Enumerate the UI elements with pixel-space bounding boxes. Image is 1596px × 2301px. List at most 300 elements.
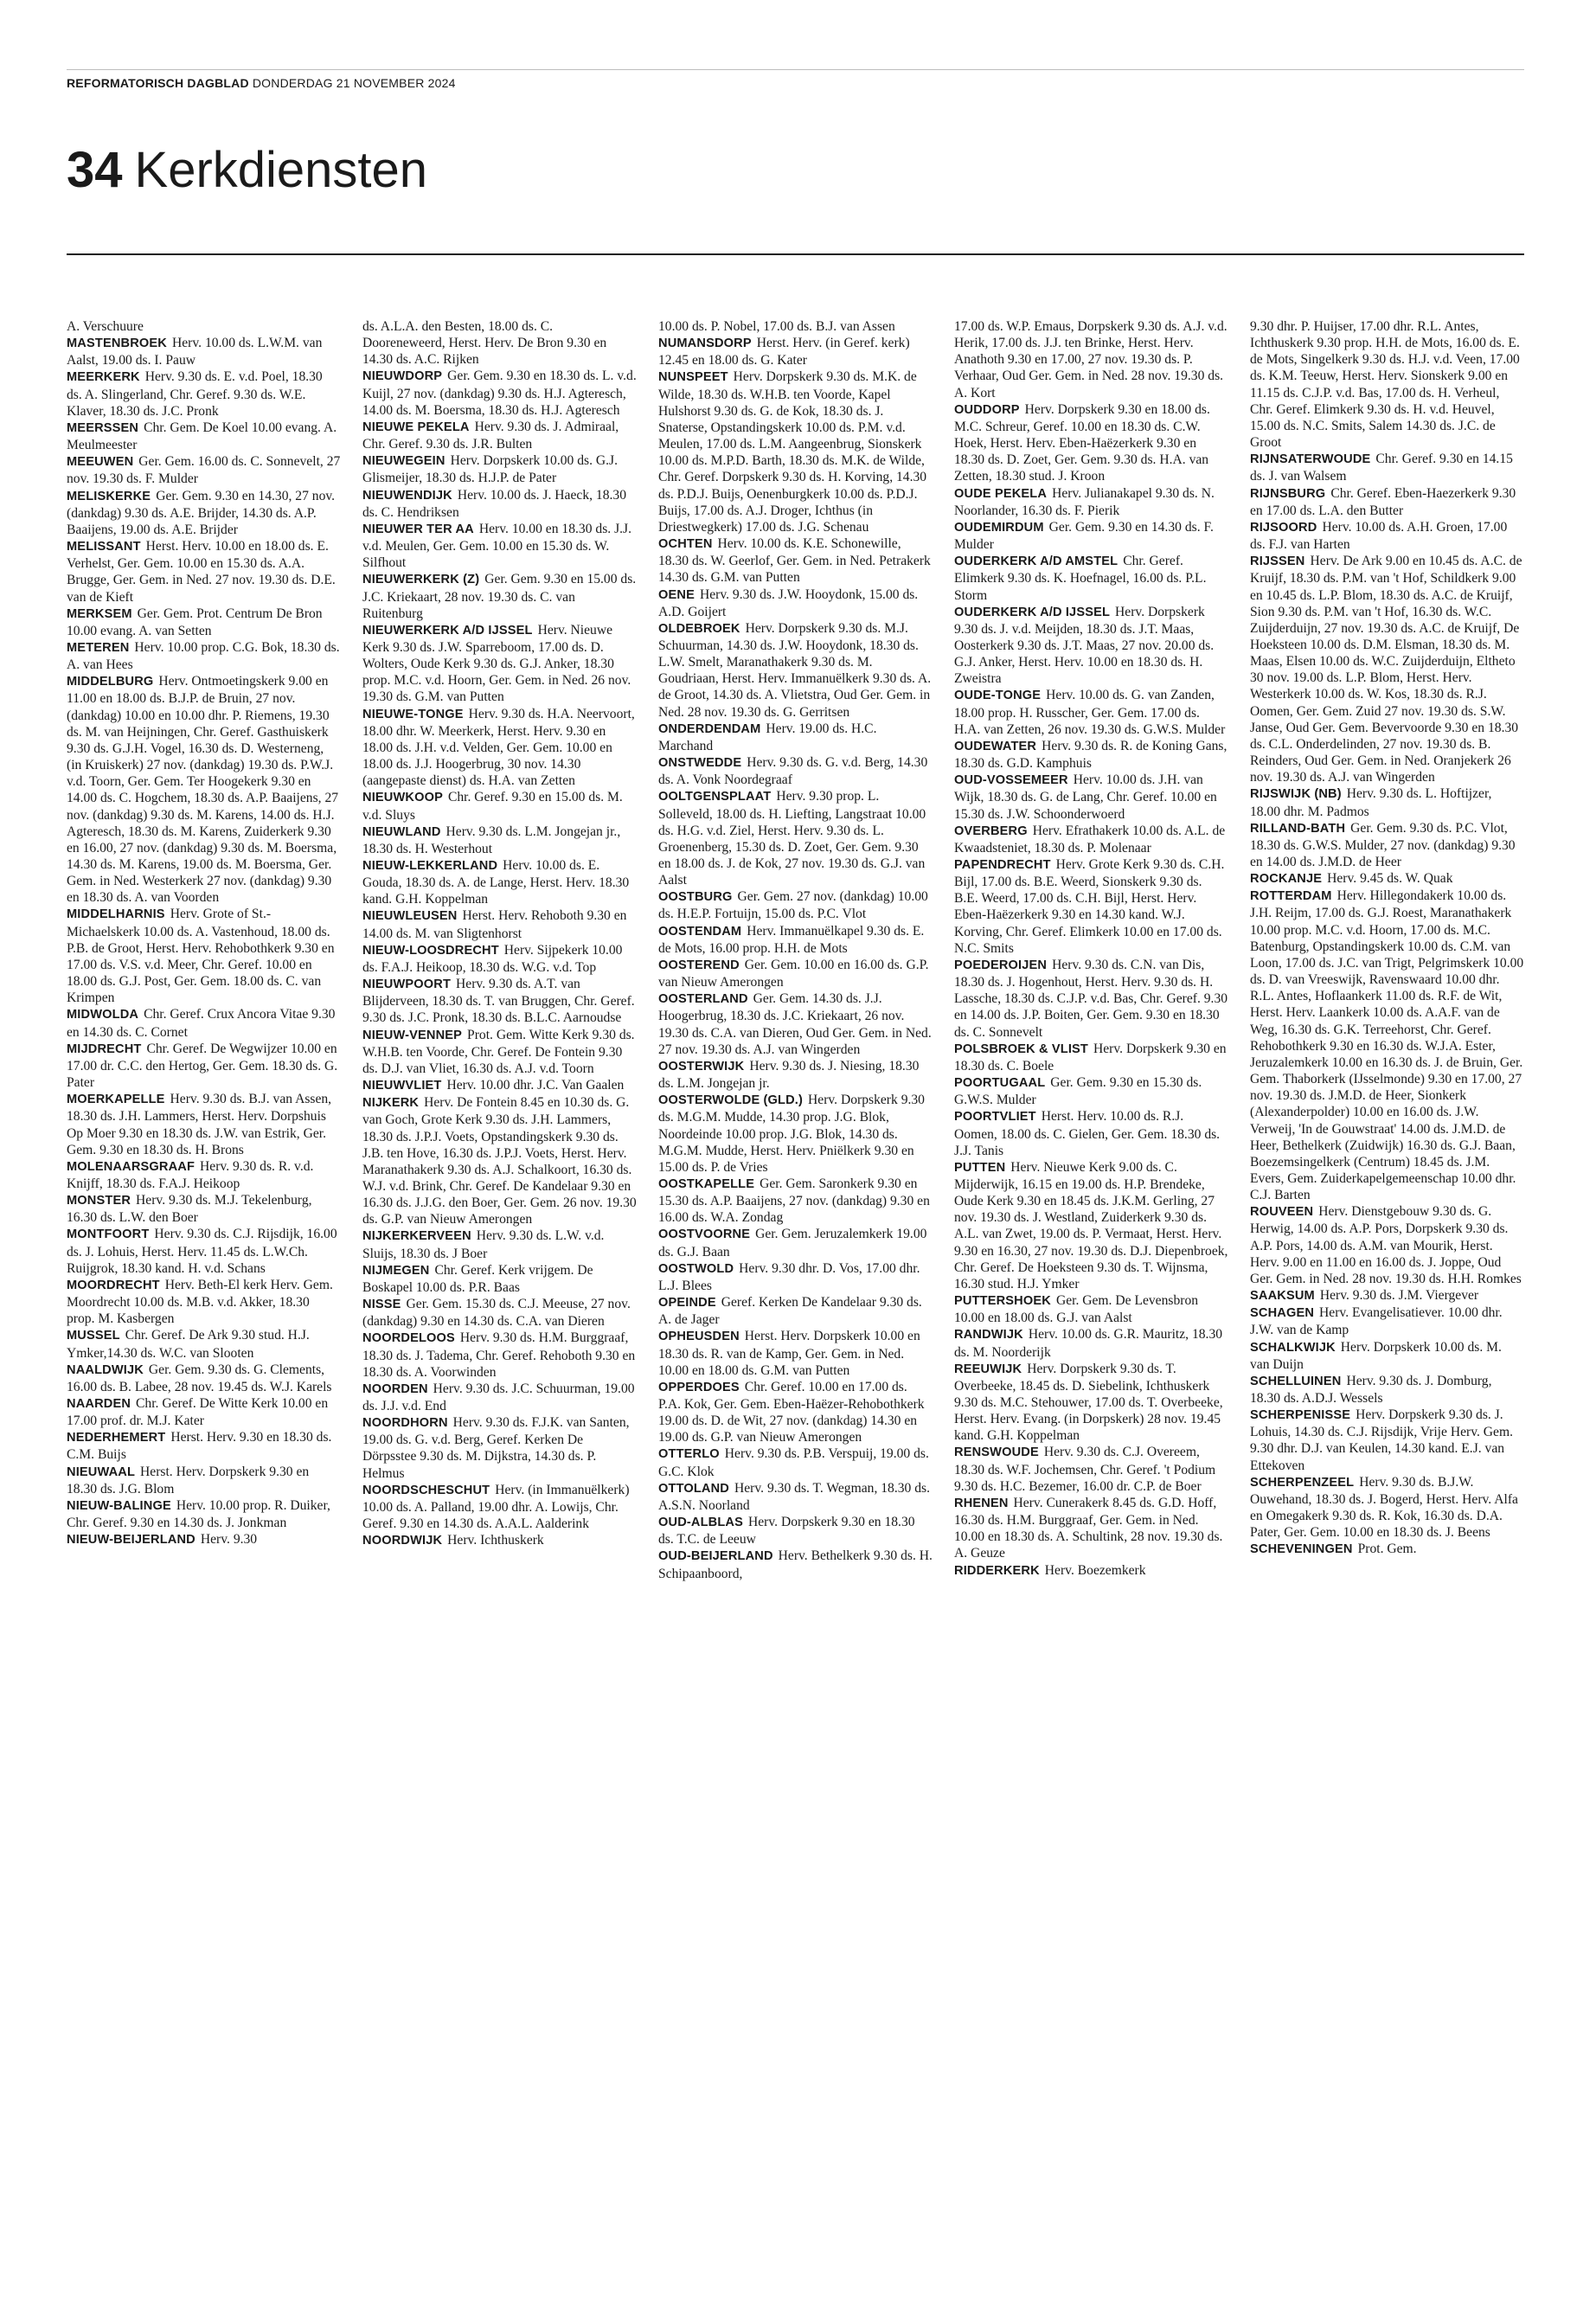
- church-listing: [362, 1482, 637, 1532]
- service-details: Ger. Gem. 9.30 en 14.30 ds. F. Mulder: [954, 519, 1214, 553]
- service-details: Herst. Herv. (in Geref. kerk) 12.45 en 18.00 ds. G. Kater: [658, 336, 910, 369]
- church-listing: [954, 318, 1228, 401]
- service-details: Herv. 10.00 ds. K.E. Schonewille, 18.30 ds. W. Geerlof, Ger. Gem. in Ned. Petrakerk 14.30 ds. G.M. van Putten: [658, 536, 931, 586]
- service-details: Herv. Julianakapel 9.30 ds. N. Noorlander, 16.30 ds. F. Pierik: [954, 485, 1215, 518]
- church-listing: [67, 335, 341, 369]
- church-listing: [362, 824, 637, 857]
- service-details: Herv. 9.30 ds. H.M. Burggraaf, 18.30 ds. J. Tadema, Chr. Geref. Rehoboth 9.30 en 18.30 ds. A. Voorwinden: [362, 1330, 636, 1380]
- service-details: Herv. 9.30 ds. E. v.d. Poel, 18.30 ds. A. Slingerland, Chr. Geref. 9.30 ds. W.E. Klaver, 18.30 ds. J.C. Pronk: [67, 369, 323, 419]
- service-details: Chr. Geref. 9.30 en 14.15 ds. J. van Walsem: [1250, 452, 1513, 484]
- church-listing: [67, 1327, 341, 1361]
- church-listing: [1250, 785, 1524, 819]
- service-details: Ger. Gem. 16.00 ds. C. Sonnevelt, 27 nov. 19.30 ds. F. Mulder: [67, 454, 341, 487]
- service-details: Herv. 9.30 ds. G. v.d. Berg, 14.30 ds. A. Vonk Noordegraaf: [658, 755, 928, 788]
- service-details: Herv. 9.30 ds. M.J. Tekelenburg, 16.30 ds. L.W. den Boer: [67, 1193, 312, 1226]
- place-name: OUD-VOSSEMEER: [954, 773, 1068, 788]
- service-details: Ger. Gem. 27 nov. (dankdag) 10.00 ds. H.E.P. Fortuijn, 15.00 ds. P.C. Vlot: [658, 889, 928, 922]
- place-name: NIEUWLAND: [362, 824, 441, 839]
- column-4: [954, 318, 1228, 2275]
- place-name: MOORDRECHT: [67, 1278, 160, 1292]
- section-name: Kerkdiensten: [134, 142, 428, 198]
- place-name: NIEUW-LOOSDRECHT: [362, 943, 499, 958]
- place-name: OOSTENDAM: [658, 924, 742, 939]
- service-details: Herv. Dorpskerk 9.30 en 18.30 ds. T.C. de Leeuw: [658, 1515, 915, 1548]
- service-details: Herv. 9.30 ds. C.N. van Dis, 18.30 ds. J. Hogenhout, Herst. Herv. 9.30 ds. H. Lassche, 18.30 ds. C.J.P. v.d. Bas, Chr. Geref. 9.30 en 14.00 ds. J.P. Boiten, Ger. Gem. 9.30 en 18.30 ds. C. Sonnevelt: [954, 957, 1228, 1040]
- service-details: Herv. 9.30 ds. P.B. Verspuij, 19.00 ds. G.C. Klok: [658, 1446, 929, 1479]
- church-listing: [1250, 1407, 1524, 1474]
- service-details: Herv. 9.30 ds. J. Domburg, 18.30 ds. A.D.J. Wessels: [1250, 1373, 1492, 1406]
- place-name: NISSE: [362, 1298, 401, 1312]
- church-listing: [1250, 1373, 1524, 1407]
- church-listing: [67, 1464, 341, 1497]
- church-listing: [362, 521, 637, 571]
- issue-date: DONDERDAG 21 NOVEMBER 2024: [252, 76, 456, 90]
- church-listing: [954, 957, 1228, 1041]
- service-details: Herv. Dorpskerk 10.00 ds. M. van Duijn: [1250, 1339, 1502, 1372]
- church-listing: [954, 772, 1228, 822]
- church-listing: [362, 1381, 637, 1414]
- title-rule: [67, 253, 1524, 255]
- column-1: [67, 318, 341, 2275]
- service-details: Chr. Geref. Elimkerk 9.30 ds. K. Hoefnagel, 16.00 ds. P.L. Storm: [954, 554, 1207, 603]
- place-name: OOSTVOORNE: [658, 1227, 751, 1242]
- service-details: Ger. Gem. De Levensbron 10.00 en 18.00 ds. G.J. van Aalst: [954, 1293, 1199, 1326]
- place-name: OUDEWATER: [954, 739, 1037, 753]
- place-name: OOSTKAPELLE: [658, 1176, 755, 1191]
- church-listing: [362, 368, 637, 418]
- service-details: Herv. 9.45 ds. W. Quak: [1327, 871, 1453, 887]
- service-details: Herv. Grote of St.-Michaelskerk 10.00 ds. A. Vastenhoud, 18.00 ds. P.B. de Groot, Herst. Herv. Rehobothkerk 9.30 en 17.00 ds. V.S. v.d. Meer, Chr. Geref. 10.00 en 18.00 ds. G.J. Post, Ger. Gem. 18.00 ds. C. van Krimpen: [67, 907, 335, 1006]
- service-details: Ger. Gem. 15.30 ds. C.J. Meeuse, 27 nov. (dankdag) 9.30 en 14.30 ds. C.A. van Dieren: [362, 1297, 631, 1330]
- church-listing: [67, 1041, 341, 1091]
- church-listing: [658, 990, 933, 1058]
- place-name: ROCKANJE: [1250, 872, 1323, 887]
- place-name: NOORDHORN: [362, 1416, 448, 1431]
- service-details: Ger. Gem. 9.30 en 14.30, 27 nov. (dankdag) 9.30 ds. A.E. Brijder, 14.30 ds. A.P. Baaijens, 19.00 ds. A.E. Brijder: [67, 488, 336, 537]
- service-details: Ger. Gem. 14.30 ds. J.J. Hoogerbrug, 18.30 ds. J.C. Kriekaart, 26 nov. 19.30 ds. C.A. van Dieren, Oud Ger. Gem. in Ned. 27 nov. 19.30 ds. A.J. van Wingerden: [658, 991, 932, 1057]
- service-details: Chr. Geref. 10.00 en 17.00 ds. P.A. Kok, Ger. Gem. Eben-Haëzer-Rehobothkerk 19.00 ds. D. de Wit, 27 nov. (dankdag) 14.30 en 19.00 ds. G.P. van Nieuw Amerongen: [658, 1379, 925, 1445]
- listings-columns: [67, 318, 1524, 2275]
- church-listing: [658, 369, 933, 535]
- church-listing: [658, 1379, 933, 1446]
- church-listing: [362, 1077, 637, 1094]
- church-listing: [67, 369, 341, 419]
- service-details: A. Verschuure: [67, 319, 144, 334]
- church-listing: [67, 318, 341, 335]
- service-details: Ger. Gem. 9.30 en 15.00 ds. J.C. Kriekaart, 28 nov. 19.30 ds. C. van Ruitenburg: [362, 572, 637, 621]
- place-name: OUDERKERK A/D IJSSEL: [954, 605, 1111, 619]
- church-listing: [658, 788, 933, 888]
- church-listing: [658, 620, 933, 721]
- church-listing: [1250, 820, 1524, 870]
- church-listing: [658, 1226, 933, 1259]
- church-listing: [658, 1514, 933, 1548]
- place-name: RIJNSBURG: [1250, 486, 1326, 501]
- service-details: Herv. Efrathakerk 10.00 ds. A.L. de Kwaadsteniet, 18.30 ds. P. Molenaar: [954, 823, 1226, 856]
- service-details: Herv. Immanuëlkapel 9.30 ds. E. de Mots, 16.00 prop. H.H. de Mots: [658, 923, 925, 956]
- place-name: ONSTWEDDE: [658, 756, 742, 771]
- service-details: Herv. Hillegondakerk 10.00 ds. J.H. Reijm, 17.00 ds. G.J. Roest, Maranathakerk 10.00 prop. M.C. v.d. Hoorn, 17.00 ds. M.C. Batenburg, Opstandingskerk 10.00 ds. C.M. van Loon, 17.00 ds. J.C. van Trigt, Pelgrimskerk 10.00 ds. D. van Vreeswijk, Ravenswaard 10.00 dhr. R.L. Antes, Hoflaankerk 11.00 ds. R.F. de Wit, Herst. Herv. Laankerk 10.00 ds. A.A.F. van de Weg, 16.30 ds. G.K. Terreehorst, Chr. Geref. Rehobothkerk 9.30 en 16.30 ds. W.J.A. Ester, Jeruzalemkerk 10.00 en 16.30 ds. J. de Bruin, Ger. Gem. Thaborkerk (IJsselmonde) 9.30 en 17.00, 27 nov. 19.30 ds. J.M.D. de Heer, Sionkerk (Alexanderpolder) 10.00 en 16.00 ds. J.W. Verweij, 'In de Gouwstraat' 14.00 ds. J.M.D. de Heer, Bethelkerk (Zuidwijk) 16.30 ds. G.J. Baan, Boezemsingelkerk (Centrum) 18.45 ds. J.M. Evers, Gem. Zuiderkapelgemeenschap 10.00 dhr. C.J. Barten: [1250, 888, 1524, 1203]
- church-listing: [1250, 1304, 1524, 1338]
- service-details: Ger. Gem. 9.30 ds. P.C. Vlot, 18.30 ds. G.W.S. Mulder, 27 nov. (dankdag) 9.30 en 14.00 ds. J.M.D. de Heer: [1250, 820, 1516, 869]
- church-listing: [954, 856, 1228, 957]
- service-details: Herv. 9.30 ds. L.M. Jongejan jr., 18.30 ds. H. Westerhout: [362, 824, 621, 856]
- place-name: OPEINDE: [658, 1296, 716, 1311]
- place-name: NUMANSDORP: [658, 336, 752, 351]
- place-name: MEERKERK: [67, 370, 140, 385]
- service-details: Herv. 10.00 ds. G. van Zanden, 18.00 prop. H. Russcher, Ger. Gem. 17.00 ds. H.A. van Zetten, 26 nov. 19.30 ds. G.W.S. Mulder: [954, 688, 1226, 737]
- church-listing: [954, 401, 1228, 485]
- church-listing: [67, 420, 341, 453]
- service-details: 10.00 ds. P. Nobel, 17.00 ds. B.J. van Assen: [658, 319, 895, 334]
- church-listing: [1250, 553, 1524, 785]
- place-name: OUDE PEKELA: [954, 486, 1048, 501]
- church-listing: [1250, 1541, 1524, 1558]
- church-listing: [954, 1159, 1228, 1292]
- service-details: Herv. 10.00 ds. E. Gouda, 18.30 ds. A. de Lange, Herst. Herv. 18.30 kand. G.H. Koppelman: [362, 858, 630, 907]
- church-listing: [362, 706, 637, 790]
- church-listing: [658, 535, 933, 586]
- place-name: NIEUWENDIJK: [362, 488, 452, 503]
- column-2: [362, 318, 637, 2275]
- church-listing: [954, 1292, 1228, 1326]
- column-3: [658, 318, 933, 2275]
- place-name: NIEUWER TER AA: [362, 522, 474, 536]
- service-details: Herv. 9.30 ds. B.J.W. Ouwehand, 18.30 ds. J. Bogerd, Herst. Herv. Alfa en Omegakerk 9.30 ds. R. Kok, 16.30 ds. D.A. Pater, Ger. Gem. 10.00 en 18.30 ds. J. Beens: [1250, 1474, 1518, 1541]
- place-name: OOSTERWIJK: [658, 1059, 745, 1074]
- church-listing: [67, 639, 341, 673]
- service-details: Herv. 10.00 ds. L.W.M. van Aalst, 19.00 ds. I. Pauw: [67, 336, 323, 369]
- service-details: Herv. 9.30 prop. L. Solleveld, 18.00 ds. H. Liefting, Langstraat 10.00 ds. H.G. v.d. Ziel, Herst. Herv. 9.30 ds. L. Groenenberg, 15.30 ds. D. Zoet, Ger. Gem. 9.30 en 18.00 ds. J. de Kok, 27 nov. 19.30 ds. G.J. van Aalst: [658, 789, 926, 888]
- church-listing: [1250, 485, 1524, 519]
- church-listing: [67, 1277, 341, 1327]
- place-name: MIDDELHARNIS: [67, 907, 165, 922]
- place-name: OOSTERWOLDE (GLD.): [658, 1093, 804, 1108]
- place-name: PUTTEN: [954, 1160, 1006, 1175]
- page-number: 34: [67, 142, 123, 198]
- service-details: Herv. 10.00 dhr. J.C. Van Gaalen: [446, 1078, 625, 1093]
- service-details: Herv. 9.30: [200, 1532, 258, 1548]
- church-listing: [362, 1532, 637, 1549]
- service-details: Herst. Herv. Dorpskerk 10.00 en 18.30 ds. R. van de Kamp, Ger. Gem. in Ned. 10.00 en 18.00 ds. G.M. van Putten: [658, 1329, 920, 1378]
- place-name: OOSTEREND: [658, 958, 740, 972]
- church-listing: [67, 453, 341, 487]
- church-listing: [954, 823, 1228, 856]
- place-name: PAPENDRECHT: [954, 858, 1051, 872]
- service-details: Herv. Dorpskerk 9.30 ds. T. Overbeeke, 18.45 ds. D. Siebelink, Ichthuskerk 9.30 ds. M.C. Stehouwer, 17.00 ds. T. Overbeeke, Herst. Herv. Evang. (in Dorpskerk) 28 nov. 19.45 kand. G.H. Koppelman: [954, 1361, 1223, 1444]
- service-details: Ger. Gem. Jeruzalemkerk 19.00 ds. G.J. Baan: [658, 1227, 927, 1259]
- place-name: NIEUWLEUSEN: [362, 909, 458, 924]
- service-details: Herv. Dorpskerk 9.30 en 18.30 ds. C. Boele: [954, 1041, 1227, 1074]
- place-name: NIEUWPOORT: [362, 977, 452, 992]
- service-details: Herv. 10.00 prop. R. Duiker, Chr. Geref. 9.30 en 14.30 ds. J. Jonkman: [67, 1497, 330, 1531]
- service-details: Herv. 9.30 ds. J. Admiraal, Chr. Geref. 9.30 ds. J.R. Bulten: [362, 419, 619, 452]
- church-listing: [658, 754, 933, 788]
- place-name: SAAKSUM: [1250, 1289, 1315, 1304]
- church-listing: [1250, 318, 1524, 451]
- service-details: Herv. Nieuwe Kerk 9.30 ds. J.W. Sparreboom, 17.00 ds. D. Wolters, Oude Kerk 9.30 ds. G.J. Anker, 18.30 prop. M.C. v.d. Hoorn, Ger. Gem. in Ned. 26 nov. 19.30 ds. G.M. van Putten: [362, 622, 631, 705]
- church-listing: [67, 1091, 341, 1158]
- church-listing: [1250, 519, 1524, 553]
- place-name: MERKSEM: [67, 606, 132, 621]
- church-listing: [362, 1227, 637, 1261]
- place-name: MIDWOLDA: [67, 1008, 139, 1022]
- church-listing: [658, 957, 933, 990]
- place-name: OTTOLAND: [658, 1481, 729, 1496]
- place-name: NEDERHEMERT: [67, 1431, 166, 1445]
- service-details: Ger. Gem. Saronkerk 9.30 en 15.30 ds. A.P. Baaijens, 27 nov. (dankdag) 9.30 en 16.00 ds. W.A. Zondag: [658, 1176, 930, 1226]
- place-name: OVERBERG: [954, 824, 1028, 838]
- place-name: NOORDWIJK: [362, 1534, 443, 1548]
- church-listing: [362, 1414, 637, 1482]
- church-listing: [954, 1444, 1228, 1494]
- service-details: Herv. 9.30 ds. C.J. Overeem, 18.30 ds. W.F. Jochemsen, Chr. Geref. 't Podium 9.30 ds. H.C. Bezemer, 16.00 dr. C.P. de Boer: [954, 1445, 1216, 1494]
- service-details: Herv. 9.30 dhr. D. Vos, 17.00 dhr. L.J. Blees: [658, 1260, 920, 1293]
- church-listing: [658, 335, 933, 369]
- place-name: OOLTGENSPLAAT: [658, 790, 772, 804]
- place-name: OUDERKERK A/D AMSTEL: [954, 554, 1118, 569]
- place-name: RANDWIJK: [954, 1328, 1023, 1343]
- church-listing: [1250, 870, 1524, 888]
- place-name: NIJKERK: [362, 1096, 420, 1111]
- service-details: Herv. Evangelisatiever. 10.00 dhr. J.W. van de Kamp: [1250, 1305, 1503, 1338]
- service-details: Herv. Dorpskerk 9.30 ds. M.G.M. Mudde, 14.30 prop. J.G. Blok, Noordeinde 10.00 prop. J.G. Blok, 14.30 ds. M.G.M. Mudde, Herst. Herv. Pniëlkerk 9.30 en 15.00 ds. P. de Vries: [658, 1093, 925, 1175]
- service-details: Herv. 9.30 ds. H.A. Neervoort, 18.00 dhr. W. Meerkerk, Herst. Herv. 9.30 en 18.00 ds. J.H. v.d. Velden, Ger. Gem. 10.00 en 18.00 ds. J.J. Hoogerbrug, 30 nov. 14.30 (aangepaste dienst) ds. H.A. van Zetten: [362, 706, 635, 789]
- service-details: Herv. 9.30 ds. T. Wegman, 18.30 ds. A.S.N. Noorland: [658, 1480, 930, 1513]
- service-details: Herv. 9.30 ds. J. Niesing, 18.30 ds. L.M. Jongejan jr.: [658, 1058, 920, 1092]
- church-listing: [1250, 1474, 1524, 1541]
- service-details: Ger. Gem. Prot. Centrum De Bron 10.00 evang. A. van Setten: [67, 606, 323, 638]
- place-name: SCHEVENINGEN: [1250, 1542, 1353, 1557]
- place-name: SCHAGEN: [1250, 1306, 1315, 1321]
- place-name: NIEUW-BALINGE: [67, 1498, 171, 1513]
- service-details: Chr. Geref. Eben-Haezerkerk 9.30 en 17.00 ds. L.A. den Butter: [1250, 485, 1516, 518]
- church-listing: [954, 604, 1228, 688]
- church-listing: [67, 538, 341, 606]
- church-listing: [658, 1328, 933, 1378]
- place-name: NIJMEGEN: [362, 1263, 430, 1278]
- place-name: NIEUWEGEIN: [362, 454, 445, 469]
- place-name: METEREN: [67, 640, 130, 655]
- service-details: Herv. 9.30 ds. B.J. van Assen, 18.30 ds. J.H. Lammers, Herst. Herv. Dorpshuis Op Moer 9.30 en 18.30 ds. J.W. van Estrik, Ger. Gem. 9.30 en 18.30 ds. H. Brons: [67, 1092, 332, 1157]
- church-listing: [67, 1362, 341, 1395]
- service-details: Chr. Geref. De Ark 9.30 stud. H.J. Ymker,14.30 ds. W.C. van Slooten: [67, 1328, 310, 1361]
- place-name: NIEUWDORP: [362, 369, 443, 384]
- place-name: ROTTERDAM: [1250, 889, 1332, 904]
- church-listing: [67, 1158, 341, 1192]
- church-listing: [67, 1531, 341, 1548]
- service-details: Herv. Dorpskerk 9.30 ds. M.J. Schuurman, 14.30 ds. J.W. Hooydonk, 18.30 ds. L.W. Smelt, Maranathakerk 9.30 ds. M. Goudriaan, Herst. Herv. Immanuëlkerk 9.30 ds. A. de Groot, 14.30 ds. A. Vlietstra, Oud Ger. Gem. in Ned. 28 nov. 19.30 ds. G. Gerritsen: [658, 620, 932, 720]
- service-details: 17.00 ds. W.P. Emaus, Dorpskerk 9.30 ds. A.J. v.d. Herik, 17.00 ds. J.J. ten Brinke, Herst. Herv. Anathoth 9.30 en 17.00, 27 nov. 19.30 ds. P. Verhaar, Oud Ger. Gem. in Ned. 28 nov. 19.30 ds. A. Kort: [954, 319, 1227, 401]
- place-name: NOORDSCHESCHUT: [362, 1483, 490, 1497]
- service-details: Herv. 9.30 ds. R. v.d. Knijff, 18.30 ds. F.A.J. Heikoop: [67, 1158, 314, 1191]
- place-name: OLDEBROEK: [658, 621, 740, 636]
- church-listing: [67, 673, 341, 906]
- place-name: NIEUWAAL: [67, 1465, 136, 1479]
- church-listing: [362, 487, 637, 521]
- service-details: Herst. Herv. 10.00 en 18.00 ds. E. Verhelst, Ger. Gem. 10.00 en 15.30 ds. A.A. Brugge, Ger. Gem. in Ned. 27 nov. 19.30 ds. D.E. van de Kieft: [67, 539, 336, 605]
- service-details: Herv. Dorpskerk 9.30 ds. J. Lohuis, 14.30 ds. C.J. Rijsdijk, Vrije Herv. Gem. 9.30 dhr. D.J. van Keulen, 14.30 kand. E.J. van Ettekoven: [1250, 1407, 1514, 1473]
- place-name: SCHERPENZEEL: [1250, 1475, 1355, 1490]
- church-listing: [362, 1296, 637, 1330]
- place-name: MELISKERKE: [67, 489, 151, 503]
- church-listing: [1250, 888, 1524, 1203]
- place-name: NIEUWERKERK A/D IJSSEL: [362, 623, 533, 638]
- service-details: Herv. Dorpskerk 9.30 ds. M.K. de Wilde, 18.30 ds. W.H.B. ten Voorde, Kapel Hulshorst 9.30 ds. G. de Kok, 18.30 ds. J. Snaterse, Opstandingskerk 10.00 ds. P.M. v.d. Meulen, 17.00 ds. L.M. Aangeenbrug, Sionskerk 10.00 ds. M.P.D. Barth, 18.30 ds. M.K. de Wilde, Chr. Geref. Dorpskerk 9.30 ds. H. Korving, 14.30 ds. P.D.J. Buijs, Oenenburgkerk 10.00 ds. P.D.J. Buijs, 17.00 ds. A.J. Droger, Ichthus (in Driestwegkerk) 17.00 ds. J.G. Schenau: [658, 369, 927, 535]
- service-details: Prot. Gem.: [1357, 1541, 1417, 1557]
- place-name: OCHTEN: [658, 537, 713, 552]
- place-name: RIDDERKERK: [954, 1563, 1040, 1578]
- place-name: OUD-BEIJERLAND: [658, 1549, 773, 1564]
- church-listing: [658, 1092, 933, 1176]
- place-name: PUTTERSHOEK: [954, 1294, 1051, 1309]
- church-listing: [67, 488, 341, 538]
- place-name: POORTVLIET: [954, 1110, 1036, 1125]
- church-listing: [954, 1562, 1228, 1580]
- place-name: OTTERLO: [658, 1447, 720, 1462]
- place-name: MIDDELBURG: [67, 675, 154, 689]
- church-listing: [362, 857, 637, 907]
- church-listing: [658, 1480, 933, 1514]
- service-details: Herv. 9.30 ds. F.J.K. van Santen, 19.00 ds. G. v.d. Berg, Geref. Kerken De Dörpsstee 9.30 ds. M. Dijkstra, 14.30 ds. P. Helmus: [362, 1415, 630, 1481]
- place-name: NOORDELOOS: [362, 1331, 455, 1346]
- place-name: NIEUW-BEIJERLAND: [67, 1533, 195, 1548]
- place-name: MEEUWEN: [67, 455, 134, 470]
- place-name: NUNSPEET: [658, 370, 728, 385]
- church-listing: [362, 942, 637, 976]
- place-name: RIJSWIJK (NB): [1250, 787, 1342, 802]
- place-name: POORTUGAAL: [954, 1076, 1046, 1091]
- service-details: Herv. 9.30 ds. C.J. Rijsdijk, 16.00 ds. J. Lohuis, Herst. Herv. 11.45 ds. L.W.Ch. Ruijgrok, 18.30 kand. H. v.d. Schans: [67, 1227, 337, 1276]
- place-name: MASTENBROEK: [67, 336, 167, 351]
- place-name: MELISSANT: [67, 540, 141, 554]
- place-name: ROUVEEN: [1250, 1205, 1314, 1220]
- church-listing: [362, 1027, 637, 1077]
- place-name: NAALDWIJK: [67, 1362, 144, 1377]
- service-details: Herv. Ichthuskerk: [447, 1533, 544, 1548]
- place-name: SCHALKWIJK: [1250, 1340, 1336, 1355]
- church-listing: [1250, 1203, 1524, 1287]
- place-name: MOLENAARSGRAAF: [67, 1159, 195, 1174]
- place-name: NOORDEN: [362, 1381, 428, 1396]
- service-details: Chr. Geref. De Witte Kerk 10.00 en 17.00 prof. dr. M.J. Kater: [67, 1396, 329, 1429]
- church-listing: [954, 1495, 1228, 1562]
- church-listing: [658, 721, 933, 754]
- service-details: Herv. Ontmoetingskerk 9.00 en 11.00 en 18.00 ds. B.J.P. de Bruin, 27 nov. (dankdag) 10.00 en 10.00 dhr. P. Riemens, 19.30 ds. M. van Heijningen, Chr. Geref. Gasthuiskerk 9.30 ds. G.J.H. Vogel, 16.30 ds. D. Westerneng, (in Kruiskerk) 27 nov. (dankdag) 19.30 ds. P.W.J. v.d. Toorn, Ger. Gem. Ter Hoogekerk 9.30 en 14.00 ds. C. Hogchem, 18.30 ds. A.P. Baaijens, 27 nov. (dankdag) 9.30 ds. M. Karens, 14.00 ds. H.J. Agteresch, 18.30 ds. M. Karens, Zuiderkerk 9.30 en 16.00, 27 nov. (dankdag) 9.30 ds. M. Boersma, 14.30 ds. M. Karens, 19.00 ds. M. Boersma, Ger. Gem. in Ned. Westerkerk 27 nov. (dankdag) 9.30 en 18.30 ds. A. van Voorden: [67, 674, 339, 906]
- page-title: [67, 142, 428, 198]
- service-details: Herv. Beth-El kerk Herv. Gem. Moordrecht 10.00 ds. M.B. v.d. Akker, 18.30 prop. M. Kasbergen: [67, 1277, 333, 1327]
- service-details: Herv. 9.30 ds. R. de Koning Gans, 18.30 ds. G.D. Kamphuis: [954, 738, 1227, 772]
- place-name: POEDEROIJEN: [954, 958, 1048, 972]
- place-name: OOSTERLAND: [658, 992, 748, 1007]
- service-details: Herv. 10.00 ds. J. Haeck, 18.30 ds. C. Hendriksen: [362, 487, 627, 520]
- church-listing: [954, 519, 1228, 553]
- church-listing: [67, 906, 341, 1006]
- service-details: Herv. 10.00 ds. J.H. van Wijk, 18.30 ds. G. de Lang, Chr. Geref. 10.00 en 15.30 ds. J.W. Schoonderwoerd: [954, 772, 1217, 822]
- service-details: Herv. De Fontein 8.45 en 10.30 ds. G. van Goch, Grote Kerk 9.30 ds. J.H. Lammers, 18.30 ds. J.P.J. Voets, Opstandingskerk 9.30 ds. J.B. ten Hove, 16.30 ds. J.P.J. Voets, Herst. Herv. Maranathakerk 9.30 ds. A.J. Schalkoort, 16.30 ds. W.J. v.d. Brink, Chr. Geref. De Kandelaar 9.30 en 16.30 ds. J.J.G. den Boer, Ger. Gem. 26 nov. 19.30 ds. G.P. van Nieuw Amerongen: [362, 1095, 637, 1227]
- service-details: Herst. Herv. 9.30 en 18.30 ds. C.M. Buijs: [67, 1430, 332, 1463]
- church-listing: [67, 1395, 341, 1429]
- church-listing: [1250, 1339, 1524, 1373]
- place-name: NIJKERKERVEEN: [362, 1229, 471, 1244]
- column-5: [1250, 318, 1524, 2275]
- service-details: Herv. Dorpskerk 9.30 en 18.00 ds. M.C. Schreur, Geref. 10.00 en 18.30 ds. C.W. Hoek, Herst. Herv. Eben-Haëzerkerk 9.30 en 18.30 ds. D. Zoet, Ger. Gem. 9.30 ds. H.A. van Zetten, 18.30 stud. J. Kroon: [954, 401, 1210, 484]
- church-listing: [1250, 451, 1524, 484]
- service-details: Chr. Gem. De Koel 10.00 evang. A. Meulmeester: [67, 420, 337, 453]
- service-details: Herv. 9.30 ds. L. Hoftijzer, 18.00 dhr. M. Padmos: [1250, 786, 1492, 819]
- place-name: REEUWIJK: [954, 1362, 1022, 1376]
- church-listing: [954, 1074, 1228, 1108]
- place-name: RIJSOORD: [1250, 520, 1317, 535]
- church-listing: [954, 1108, 1228, 1158]
- church-listing: [67, 1429, 341, 1463]
- church-listing: [362, 452, 637, 486]
- church-listing: [658, 1260, 933, 1294]
- service-details: Herst. Herv. Dorpskerk 9.30 en 18.30 ds. J.G. Blom: [67, 1464, 310, 1497]
- service-details: Herv. 9.30 ds. A.T. van Blijderveen, 18.30 ds. T. van Bruggen, Chr. Geref. 9.30 ds. J.C. Pronk, 18.30 ds. B.L.C. Aarnoudse: [362, 977, 635, 1026]
- church-listing: [362, 1262, 637, 1296]
- place-name: NIEUWE-TONGE: [362, 707, 464, 721]
- place-name: NIEUWERKERK (Z): [362, 573, 480, 587]
- church-listing: [362, 622, 637, 706]
- service-details: Chr. Geref. 9.30 en 15.00 ds. M. v.d. Sluys: [362, 790, 623, 823]
- church-listing: [658, 1548, 933, 1581]
- place-name: OPHEUSDEN: [658, 1330, 740, 1344]
- place-name: MONSTER: [67, 1194, 131, 1208]
- paper-name: REFORMATORISCH DAGBLAD: [67, 76, 249, 90]
- service-details: Chr. Geref. Kerk vrijgem. De Boskapel 10.00 ds. P.R. Baas: [362, 1262, 593, 1295]
- place-name: POLSBROEK & VLIST: [954, 1042, 1088, 1056]
- place-name: NAARDEN: [67, 1397, 131, 1411]
- church-listing: [362, 907, 637, 941]
- masthead-rule: [67, 69, 1524, 70]
- service-details: Herv. 10.00 ds. A.H. Groen, 17.00 ds. F.J. van Harten: [1250, 519, 1508, 553]
- service-details: Herv. 9.30 ds. J.C. Schuurman, 19.00 ds. J.J. v.d. End: [362, 1381, 635, 1413]
- church-listing: [658, 318, 933, 335]
- place-name: MONTFOORT: [67, 1227, 150, 1242]
- service-details: Herv. Boezemkerk: [1044, 1562, 1146, 1578]
- church-listing: [954, 687, 1228, 737]
- place-name: RIJSSEN: [1250, 554, 1305, 569]
- church-listing: [67, 1006, 341, 1040]
- service-details: Ger. Gem. 10.00 en 16.00 ds. G.P. van Nieuw Amerongen: [658, 957, 929, 990]
- service-details: Prot. Gem. Witte Kerk 9.30 ds. W.H.B. ten Voorde, Chr. Geref. De Fontein 9.30 ds. D.J. van Vliet, 16.30 ds. A.J. v.d. Toorn: [362, 1027, 635, 1076]
- church-listing: [954, 1326, 1228, 1360]
- service-details: Herv. Nieuwe Kerk 9.00 ds. C. Mijderwijk, 16.15 en 19.00 ds. H.P. Brendeke, Oude Kerk 9.30 en 18.45 ds. J.K.M. Gerling, 27 nov. 19.30 ds. J. Westland, Zuiderkerk 9.30 ds. A.L. van Zwet, 19.00 ds. P. Vermaat, Herst. Herv. 9.30 en 16.30, 27 nov. 19.30 ds. D.J. Diepenbroek, Chr. Geref. De Hoeksteen 9.30 ds. T. Wijnsma, 16.30 stud. H.J. Ymker: [954, 1159, 1228, 1292]
- place-name: NIEUW-VENNEP: [362, 1028, 463, 1042]
- church-listing: [362, 789, 637, 823]
- place-name: OENE: [658, 587, 695, 602]
- church-listing: [658, 923, 933, 957]
- place-name: OUD-ALBLAS: [658, 1516, 743, 1530]
- service-details: Herst. Herv. 10.00 ds. R.J. Oomen, 18.00 ds. C. Gielen, Ger. Gem. 18.30 ds. J.J. Tanis: [954, 1109, 1221, 1158]
- church-listing: [658, 1294, 933, 1328]
- service-details: Herv. 10.00 prop. C.G. Bok, 18.30 ds. A. van Hees: [67, 639, 340, 673]
- place-name: OPPERDOES: [658, 1380, 740, 1394]
- place-name: OUDE-TONGE: [954, 689, 1042, 703]
- service-details: Herst. Herv. Rehoboth 9.30 en 14.00 ds. M. van Sligtenhorst: [362, 908, 627, 941]
- place-name: RIJNSATERWOUDE: [1250, 452, 1371, 467]
- church-listing: [954, 1041, 1228, 1074]
- service-details: Herv. Sijpekerk 10.00 ds. F.A.J. Heikoop, 18.30 ds. W.G. v.d. Top: [362, 942, 623, 975]
- place-name: SCHERPENISSE: [1250, 1408, 1351, 1423]
- church-listing: [954, 1361, 1228, 1445]
- place-name: SCHELLUINEN: [1250, 1374, 1342, 1388]
- service-details: Geref. Kerken De Kandelaar 9.30 ds. A. de Jager: [658, 1295, 922, 1328]
- service-details: Herv. Grote Kerk 9.30 ds. C.H. Bijl, 17.00 ds. B.E. Weerd, Sionskerk 9.30 ds. B.E. Weerd, 17.00 ds. C.H. Bijl, Herst. Herv. Eben-Haëzerkerk 9.30 en 14.30 kand. W.J. Korving, Chr. Geref. Elimkerk 10.00 en 17.00 ds. N.C. Smits: [954, 857, 1225, 956]
- masthead: [67, 76, 1524, 90]
- place-name: RILLAND-BATH: [1250, 821, 1346, 836]
